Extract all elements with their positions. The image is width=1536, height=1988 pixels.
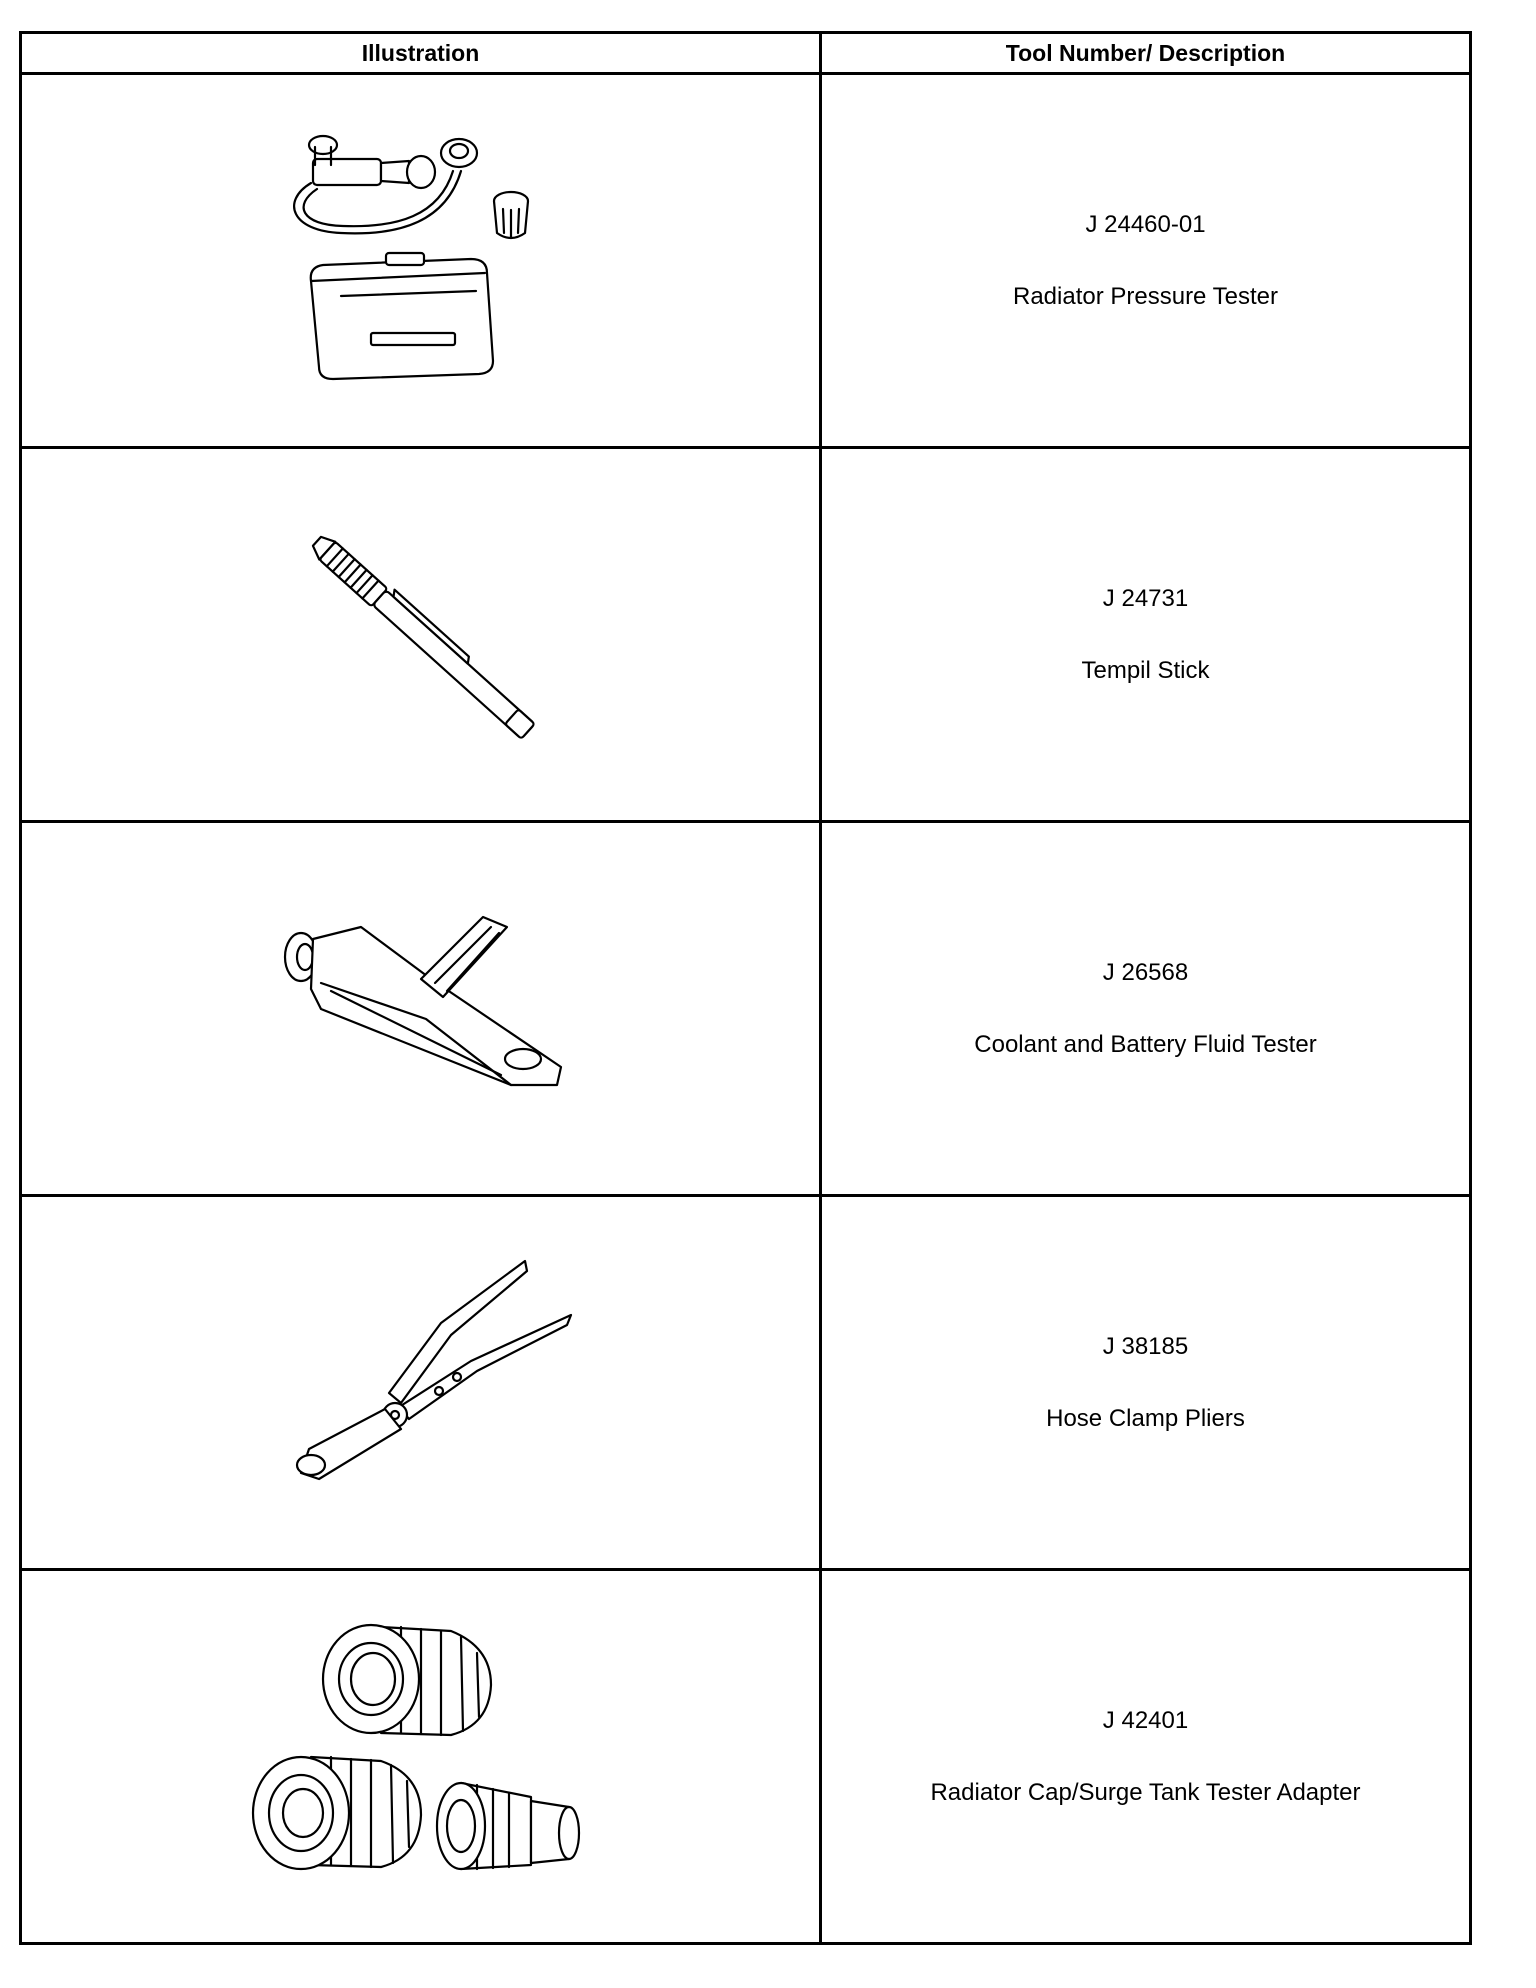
illustration-cell xyxy=(21,822,821,1196)
tool-number: J 26568 xyxy=(1102,958,1189,986)
illustration-header: Illustration xyxy=(21,33,821,74)
description-cell xyxy=(821,74,1471,448)
tester-adapter-illustration xyxy=(251,1607,591,1907)
table-row xyxy=(21,448,1471,822)
radiator-pressure-tester-illustration xyxy=(271,121,571,401)
table-row xyxy=(21,822,1471,1196)
tempil-stick-illustration xyxy=(271,505,571,765)
illustration-cell xyxy=(21,1570,821,1944)
tool-number: J 38185 xyxy=(1102,1332,1189,1360)
description-cell xyxy=(821,1196,1471,1570)
illustration-cell xyxy=(21,448,821,822)
tool-name: Hose Clamp Pliers xyxy=(1046,1404,1245,1432)
tools-table xyxy=(19,31,1472,1945)
tool-name: Coolant and Battery Fluid Tester xyxy=(974,1030,1317,1058)
description-cell xyxy=(821,822,1471,1196)
tool-name: Tempil Stick xyxy=(1081,656,1210,684)
tool-name: Radiator Pressure Tester xyxy=(1012,282,1278,310)
hose-clamp-pliers-illustration xyxy=(261,1253,581,1513)
table-row xyxy=(21,1570,1471,1944)
tool-number: J 24460-01 xyxy=(1085,210,1206,238)
header-row xyxy=(21,33,1471,74)
description-header: Tool Number/ Description xyxy=(821,33,1471,74)
illustration-cell xyxy=(21,74,821,448)
fluid-tester-illustration xyxy=(261,899,581,1119)
description-cell xyxy=(821,1570,1471,1944)
illustration-cell xyxy=(21,1196,821,1570)
tool-number: J 42401 xyxy=(1102,1706,1189,1734)
table-row xyxy=(21,74,1471,448)
table-row xyxy=(21,1196,1471,1570)
tool-name: Radiator Cap/Surge Tank Tester Adapter xyxy=(930,1778,1361,1806)
description-cell xyxy=(821,448,1471,822)
tool-number: J 24731 xyxy=(1102,584,1189,612)
